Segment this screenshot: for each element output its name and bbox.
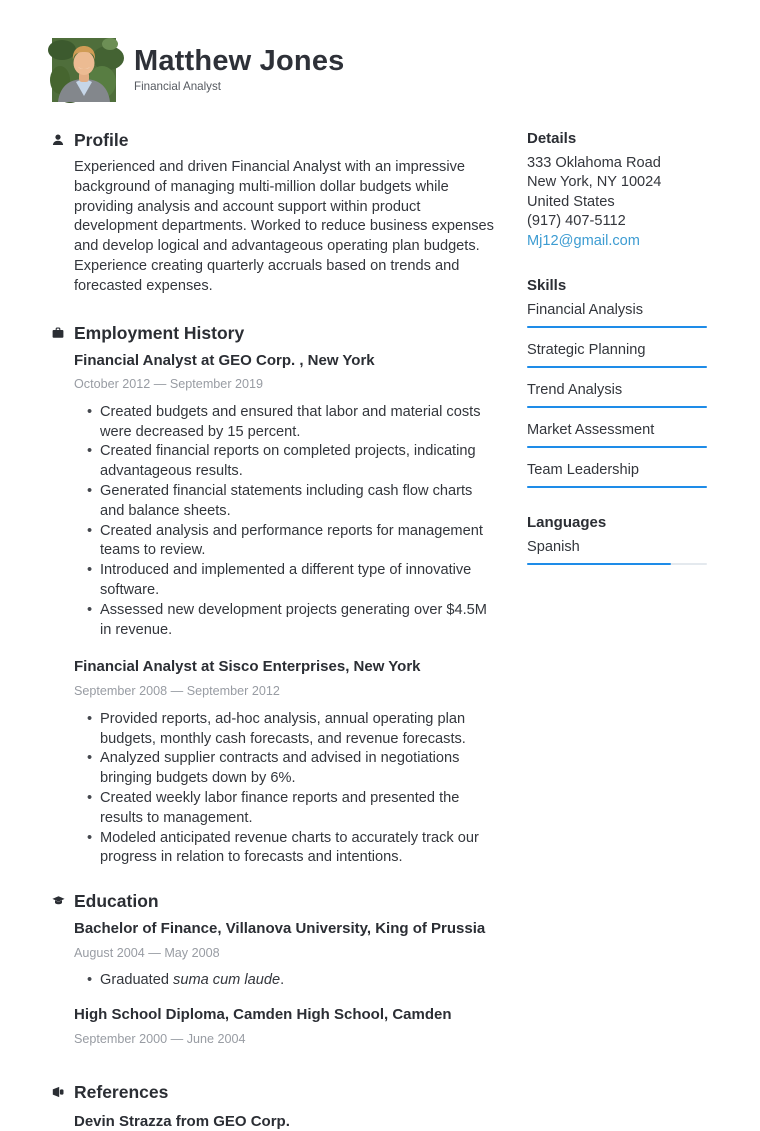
briefcase-icon bbox=[52, 323, 74, 351]
sidebar bbox=[527, 130, 707, 1131]
job-bullet: • Created budgets and ensured that labor and material costs were decreased by 15 percent. bbox=[100, 403, 494, 443]
skill-item-label: Trend Analysis bbox=[527, 381, 707, 400]
job-bullet: • Generated financial statements including cash flow charts and balance sheets. bbox=[100, 482, 494, 522]
references-heading: References bbox=[74, 1082, 494, 1103]
education-bullet: • Graduated suma cum laude. bbox=[100, 971, 494, 991]
skill-item bbox=[527, 461, 707, 488]
details-heading: Details bbox=[527, 130, 707, 147]
details-lines bbox=[527, 154, 707, 232]
language-item-bar-fill bbox=[527, 563, 671, 565]
section-employment bbox=[52, 323, 494, 869]
job-bullet: • Created weekly labor finance reports and presented the results to management. bbox=[100, 789, 494, 829]
details-line: United States bbox=[527, 193, 707, 212]
skill-item bbox=[527, 381, 707, 408]
job-entry bbox=[74, 657, 494, 868]
candidate-name: Matthew Jones bbox=[134, 45, 344, 77]
sidebar-skills bbox=[527, 277, 707, 488]
skills-list bbox=[527, 301, 707, 488]
employment-jobs bbox=[74, 351, 494, 869]
skill-item-bar-fill bbox=[527, 446, 707, 448]
megaphone-icon bbox=[52, 1082, 74, 1110]
job-bullet: • Created analysis and performance reports for management teams to review. bbox=[100, 522, 494, 562]
job-bullet: • Created financial reports on completed projects, indicating advantageous results. bbox=[100, 442, 494, 482]
section-profile bbox=[52, 130, 494, 297]
resume-header bbox=[0, 0, 760, 102]
education-entry bbox=[74, 919, 494, 991]
section-education bbox=[52, 891, 494, 1057]
job-dates: October 2012 — September 2019 bbox=[74, 375, 494, 395]
education-dates: September 2000 — June 2004 bbox=[74, 1030, 494, 1050]
education-entry bbox=[74, 1005, 494, 1049]
job-entry bbox=[74, 351, 494, 641]
language-item-bar bbox=[527, 563, 707, 565]
job-bullets bbox=[74, 403, 494, 641]
education-bullets bbox=[74, 971, 494, 991]
skill-item-bar-fill bbox=[527, 366, 707, 368]
skill-item-bar bbox=[527, 406, 707, 408]
job-bullet: • Provided reports, ad-hoc analysis, annual operating plan budgets, monthly cash forecasts, and revenue forecasts. bbox=[100, 710, 494, 750]
details-line: New York, NY 10024 bbox=[527, 173, 707, 192]
job-title: Financial Analyst at GEO Corp. , New York bbox=[74, 351, 494, 371]
job-dates: September 2008 — September 2012 bbox=[74, 682, 494, 702]
reference-entry: Devin Strazza from GEO Corp. bbox=[74, 1112, 494, 1131]
content-columns bbox=[0, 102, 760, 1131]
language-item-label: Spanish bbox=[527, 538, 707, 557]
job-bullets bbox=[74, 710, 494, 868]
skill-item-bar bbox=[527, 446, 707, 448]
skill-item-bar-fill bbox=[527, 486, 707, 488]
user-icon bbox=[52, 130, 74, 158]
skill-item-label: Team Leadership bbox=[527, 461, 707, 480]
main-column bbox=[52, 130, 494, 1131]
skill-item-label: Strategic Planning bbox=[527, 341, 707, 360]
skill-item-bar-fill bbox=[527, 406, 707, 408]
section-references bbox=[52, 1082, 494, 1131]
skill-item-bar bbox=[527, 326, 707, 328]
sidebar-languages bbox=[527, 514, 707, 565]
skill-item-bar bbox=[527, 486, 707, 488]
skill-item-label: Financial Analysis bbox=[527, 301, 707, 320]
details-line: (917) 407-5112 bbox=[527, 212, 707, 231]
education-heading: Education bbox=[74, 891, 494, 912]
skills-heading: Skills bbox=[527, 277, 707, 294]
languages-list bbox=[527, 538, 707, 565]
job-title: Financial Analyst at Sisco Enterprises, New York bbox=[74, 657, 494, 677]
sidebar-details bbox=[527, 130, 707, 251]
skill-item bbox=[527, 421, 707, 448]
profile-photo-image bbox=[52, 38, 116, 102]
job-bullet: • Analyzed supplier contracts and advised in negotiations bringing budgets down by 6%. bbox=[100, 749, 494, 789]
education-title: Bachelor of Finance, Villanova University, King of Prussia bbox=[74, 919, 494, 939]
languages-heading: Languages bbox=[527, 514, 707, 531]
profile-text: Experienced and driven Financial Analyst with an impressive background of managing multi-million dollar budgets while providing analysis and account support within product development departments. Worked to reduce business expenses and develop logical and advantageous operating plan budgets. Experience creating quarterly accruals based on trends and forecasted expenses. bbox=[74, 158, 494, 297]
education-items bbox=[74, 919, 494, 1057]
details-line: 333 Oklahoma Road bbox=[527, 154, 707, 173]
skill-item-label: Market Assessment bbox=[527, 421, 707, 440]
education-title: High School Diploma, Camden High School, Camden bbox=[74, 1005, 494, 1025]
job-bullet: • Introduced and implemented a different type of innovative software. bbox=[100, 561, 494, 601]
skill-item-bar-fill bbox=[527, 326, 707, 328]
job-bullet: • Modeled anticipated revenue charts to accurately track our progress in relation to forecasts and intentions. bbox=[100, 829, 494, 869]
education-dates: August 2004 — May 2008 bbox=[74, 944, 494, 964]
graduation-cap-icon bbox=[52, 891, 74, 919]
name-block bbox=[134, 38, 344, 93]
profile-photo bbox=[52, 38, 116, 102]
profile-heading: Profile bbox=[74, 130, 494, 151]
skill-item bbox=[527, 341, 707, 368]
employment-heading: Employment History bbox=[74, 323, 494, 344]
candidate-title: Financial Analyst bbox=[134, 80, 344, 93]
email-link[interactable]: Mj12@gmail.com bbox=[527, 232, 640, 251]
job-bullet: • Assessed new development projects generating over $4.5M in revenue. bbox=[100, 601, 494, 641]
skill-item-bar bbox=[527, 366, 707, 368]
skill-item bbox=[527, 301, 707, 328]
language-item bbox=[527, 538, 707, 565]
